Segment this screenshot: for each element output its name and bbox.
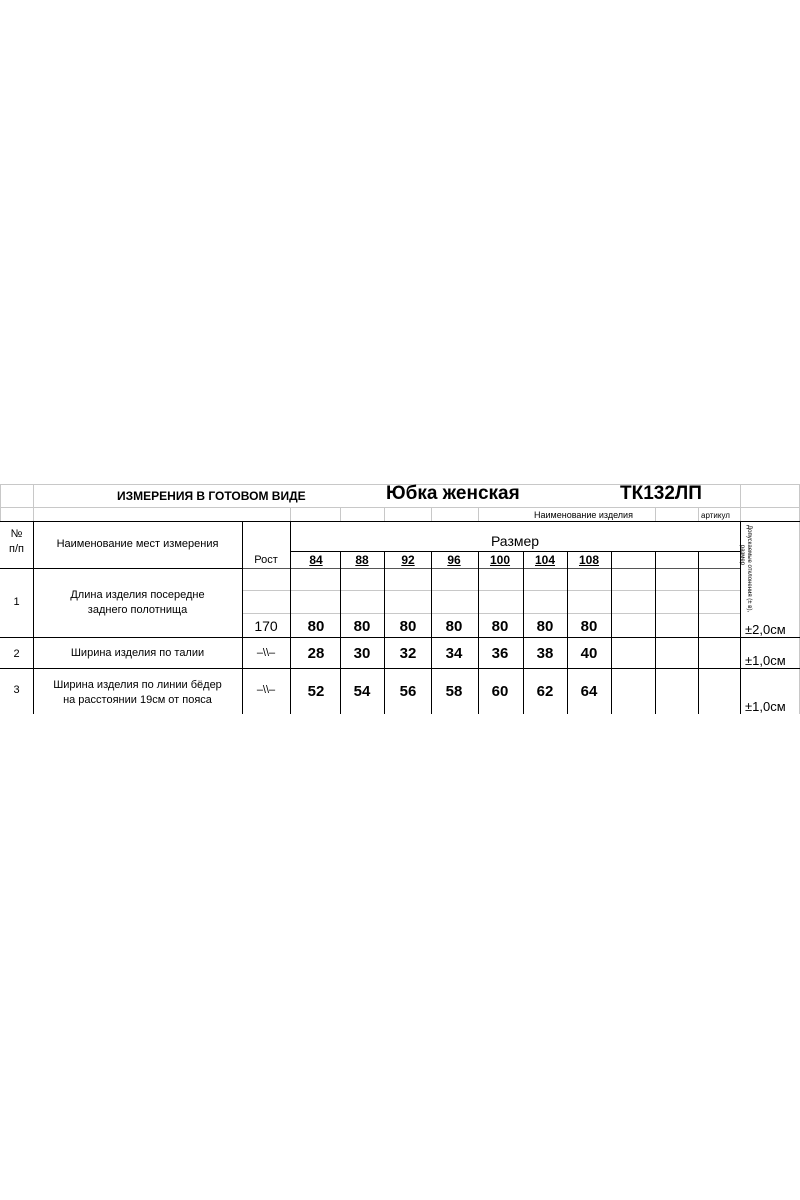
measurement-value: 56	[399, 683, 417, 700]
measurement-value: 28	[307, 645, 325, 662]
article-label: артикул	[701, 511, 730, 520]
column-height-header: Рост	[254, 554, 278, 566]
measurement-value: 80	[399, 618, 417, 635]
measurement-name: Ширина изделия по талии	[70, 647, 205, 659]
size-header: 108	[578, 553, 600, 567]
row-number: 3	[13, 684, 20, 696]
measurement-value: 34	[445, 645, 463, 662]
product-name-label: Наименование изделия	[534, 510, 633, 520]
row-height: –\\–	[256, 684, 276, 696]
column-name-header: Наименование мест измерения	[56, 538, 219, 550]
tolerance-value: ±1,0см	[745, 699, 786, 714]
measurement-value: 80	[536, 618, 554, 635]
article-number: ТК132ЛП	[620, 483, 702, 504]
measurement-value: 64	[580, 683, 598, 700]
measurement-value: 80	[445, 618, 463, 635]
measurement-name: Длина изделия посередне заднего полотнища	[70, 589, 205, 616]
size-header: 84	[309, 553, 323, 567]
measurement-value: 52	[307, 683, 325, 700]
row-number: 2	[13, 648, 20, 660]
measurement-value: 80	[491, 618, 509, 635]
measurement-name: Ширина изделия по линии бёдер на расстоянии 19см от пояса	[53, 679, 222, 706]
size-header: 92	[401, 553, 415, 567]
column-size-header: Размер	[490, 533, 540, 549]
sheet-subtitle: ИЗМЕРЕНИЯ В ГОТОВОМ ВИДЕ	[117, 489, 306, 503]
measurement-value: 54	[353, 683, 371, 700]
measurement-value: 40	[580, 645, 598, 662]
size-header: 100	[489, 553, 511, 567]
row-height: –\\–	[256, 647, 276, 659]
measurement-value: 38	[536, 645, 554, 662]
measurement-value: 36	[491, 645, 509, 662]
measurement-value: 80	[307, 618, 325, 635]
measurement-value: 58	[445, 683, 463, 700]
measurement-value: 30	[353, 645, 371, 662]
size-header: 104	[534, 553, 556, 567]
column-number-header: № п/п	[9, 528, 24, 555]
tolerance-value: ±1,0см	[745, 653, 786, 668]
row-number: 1	[13, 596, 20, 608]
measurement-value: 80	[353, 618, 371, 635]
row-height: 170	[254, 618, 278, 634]
tolerance-value: ±2,0см	[745, 622, 786, 637]
measurement-value: 32	[399, 645, 417, 662]
column-tolerance-header: Допускаемые отклонения (± в), размер	[739, 525, 752, 613]
size-header: 88	[355, 553, 369, 567]
size-header: 96	[447, 553, 461, 567]
measurement-value: 62	[536, 683, 554, 700]
measurement-value: 80	[580, 618, 598, 635]
product-title: Юбка женская	[386, 483, 520, 504]
measurement-value: 60	[491, 683, 509, 700]
